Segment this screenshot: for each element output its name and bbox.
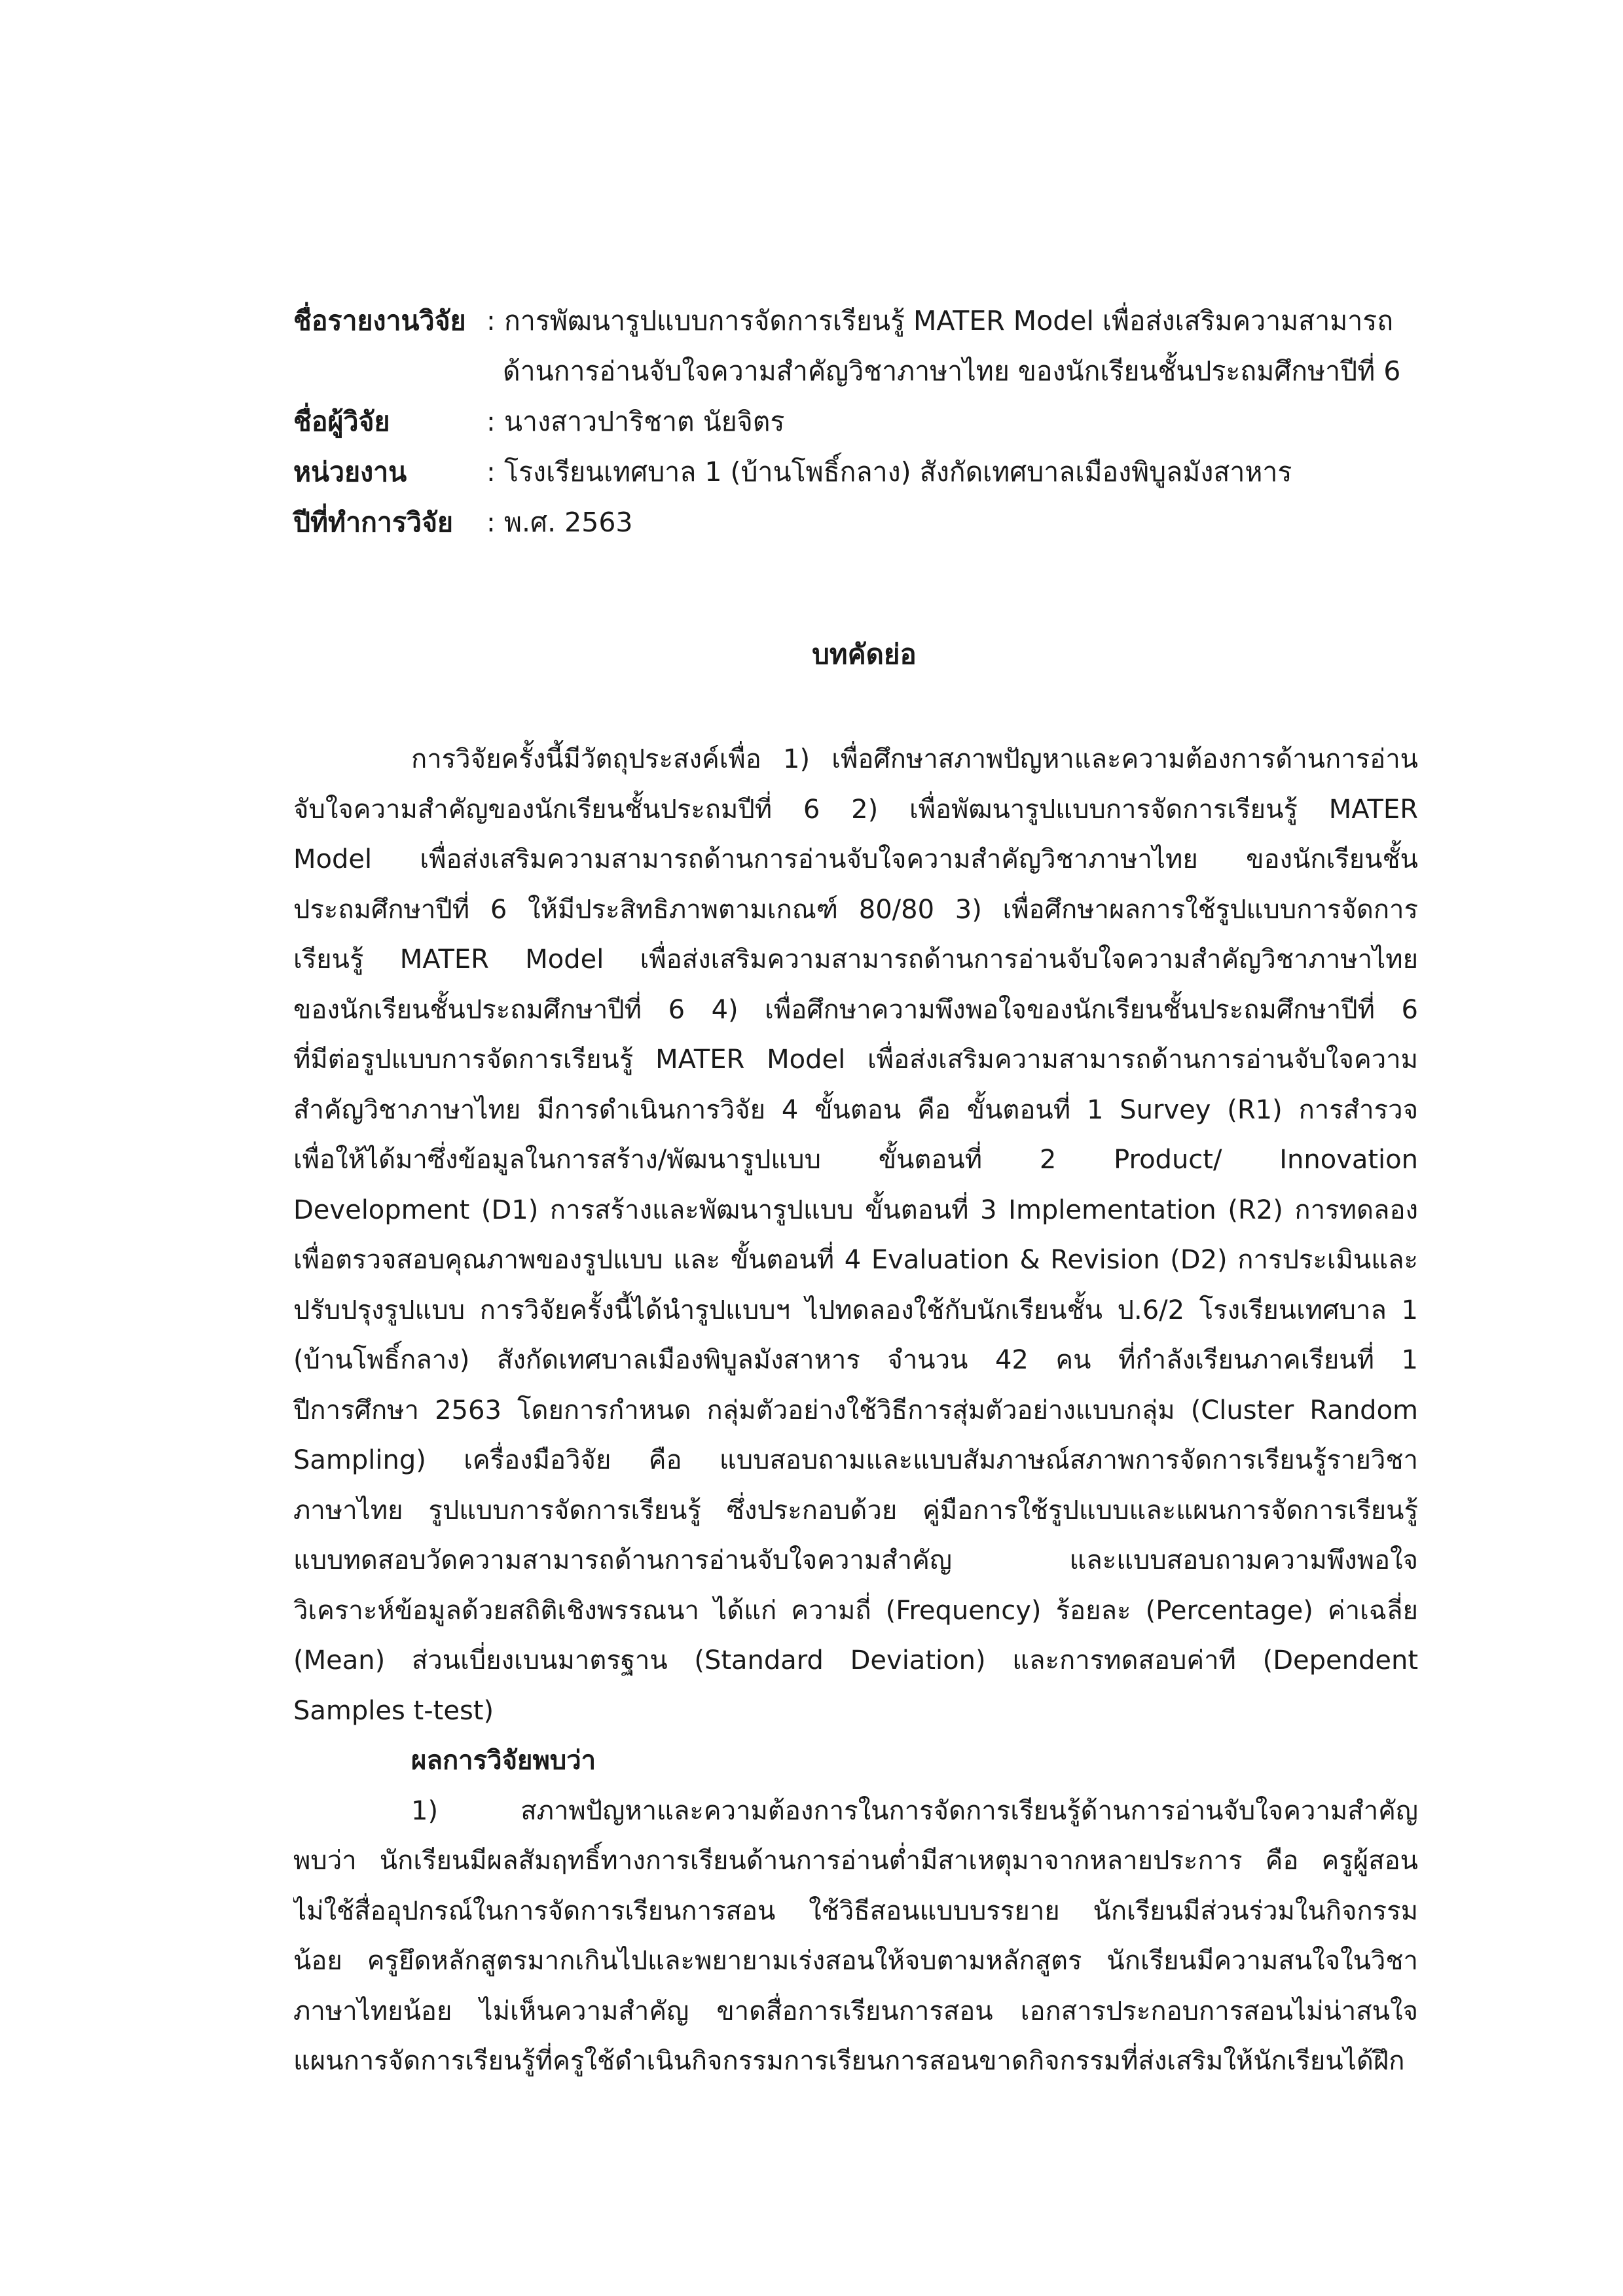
organization-name: โรงเรียนเทศบาล 1 (บ้านโพธิ์กลาง) สังกัดเทศบาลเมืองพิบูลมังสาหาร [504, 456, 1292, 488]
year-label: ปีที่ทำการวิจัย [293, 507, 454, 538]
colon: : [486, 305, 496, 336]
abstract-line: Development (D1) การสร้างและพัฒนารูปแบบ ขั้นตอนที่ 3 Implementation (R2) การทดลอง [293, 1194, 1418, 1225]
abstract-line: เรียนรู้ MATER Model เพื่อส่งเสริมความสามารถด้านการอ่านจับใจความสำคัญวิชาภาษาไทย [293, 944, 1418, 975]
abstract-line: การวิจัยครั้งนี้มีวัตถุประสงค์เพื่อ 1) เพื่อศึกษาสภาพปัญหาและความต้องการด้านการอ่าน [411, 744, 1418, 774]
abstract-line: วิเคราะห์ข้อมูลด้วยสถิติเชิงพรรณนา ได้แก่ ความถี่ (Frequency) ร้อยละ (Percentage) ค่าเฉลี่ย [293, 1595, 1418, 1626]
abstract-line: แบบทดสอบวัดความสามารถด้านการอ่านจับใจความสำคัญ และแบบสอบถามความพึงพอใจ [293, 1545, 1418, 1575]
colon: : [486, 507, 496, 538]
result-line: 1) สภาพปัญหาและความต้องการในการจัดการเรียนรู้ด้านการอ่านจับใจความสำคัญ [411, 1795, 1418, 1826]
author-label: ชื่อผู้วิจัย [293, 406, 390, 437]
abstract-line: Sampling) เครื่องมือวิจัย คือ แบบสอบถามและแบบสัมภาษณ์สภาพการจัดการเรียนรู้รายวิชา [293, 1445, 1418, 1475]
abstract-line: (บ้านโพธิ์กลาง) สังกัดเทศบาลเมืองพิบูลมังสาหาร จำนวน 42 คน ที่กำลังเรียนภาคเรียนที่ 1 [293, 1345, 1418, 1375]
author-row [293, 397, 1419, 447]
title-row [293, 296, 1419, 346]
title-row-continued [293, 346, 1419, 397]
colon: : [486, 456, 496, 488]
year-row [293, 497, 1419, 548]
abstract-line: สำคัญวิชาภาษาไทย มีการดำเนินการวิจัย 4 ขั้นตอน คือ ขั้นตอนที่ 1 Survey (R1) การสำรวจ [293, 1094, 1418, 1125]
abstract-body [293, 734, 1418, 2087]
abstract-line: เพื่อตรวจสอบคุณภาพของรูปแบบ และ ขั้นตอนที่ 4 Evaluation & Revision (D2) การประเมินและ [293, 1245, 1418, 1275]
result-line: ภาษาไทยน้อย ไม่เห็นความสำคัญ ขาดสื่อการเรียนการสอน เอกสารประกอบการสอนไม่น่าสนใจ [293, 1996, 1418, 2026]
organization-row [293, 447, 1419, 497]
organization-label: หน่วยงาน [293, 456, 407, 488]
abstract-line: ปีการศึกษา 2563 โดยการกำหนด กลุ่มตัวอย่างใช้วิธีการสุ่มตัวอย่างแบบกลุ่ม (Cluster Random [293, 1395, 1418, 1426]
result-line: ไม่ใช้สื่ออุปกรณ์ในการจัดการเรียนการสอน ใช้วิธีสอนแบบบรรยาย นักเรียนมีส่วนร่วมในกิจกรรม [293, 1895, 1418, 1926]
abstract-line: ปรับปรุงรูปแบบ การวิจัยครั้งนี้ได้นำรูปแบบฯ ไปทดลองใช้กับนักเรียนชั้น ป.6/2 โรงเรียนเทศบาล 1 [293, 1295, 1418, 1325]
title-label: ชื่อรายงานวิจัย [293, 305, 466, 336]
author-name: นางสาวปาริชาต นัยจิตร [504, 406, 785, 437]
abstract-line: Model เพื่อส่งเสริมความสามารถด้านการอ่านจับใจความสำคัญวิชาภาษาไทย ของนักเรียนชั้น [293, 844, 1418, 874]
report-title-line-1: การพัฒนารูปแบบการจัดการเรียนรู้ MATER Model เพื่อส่งเสริมความสามารถ [504, 305, 1394, 336]
abstract-line: เพื่อให้ได้มาซึ่งข้อมูลในการสร้าง/พัฒนารูปแบบ ขั้นตอนที่ 2 Product/ Innovation [293, 1145, 1418, 1175]
result-line: แผนการจัดการเรียนรู้ที่ครูใช้ดำเนินกิจกรรมการเรียนการสอนขาดกิจกรรมที่ส่งเสริมให้นักเรียนได้ฝึก [293, 2046, 1405, 2076]
abstract-line: Samples t-test) [293, 1695, 494, 1726]
abstract-line: ภาษาไทย รูปแบบการจัดการเรียนรู้ ซึ่งประกอบด้วย คู่มือการใช้รูปแบบและแผนการจัดการเรียนรู้ [293, 1495, 1418, 1526]
result-line: พบว่า นักเรียนมีผลสัมฤทธิ์ทางการเรียนด้านการอ่านต่ำมีสาเหตุมาจากหลายประการ คือ ครูผู้สอน [293, 1846, 1418, 1876]
abstract-line: ของนักเรียนชั้นประถมศึกษาปีที่ 6 4) เพื่อศึกษาความพึงพอใจของนักเรียนชั้นประถมศึกษาปีที่ 6 [293, 994, 1418, 1025]
report-title-line-2: ด้านการอ่านจับใจความสำคัญวิชาภาษาไทย ของนักเรียนชั้นประถมศึกษาปีที่ 6 [503, 355, 1401, 387]
results-heading: ผลการวิจัยพบว่า [411, 1746, 596, 1776]
research-year: พ.ศ. 2563 [504, 507, 633, 538]
abstract-line: ที่มีต่อรูปแบบการจัดการเรียนรู้ MATER Model เพื่อส่งเสริมความสามารถด้านการอ่านจับใจความ [293, 1045, 1418, 1075]
abstract-heading: บทคัดย่อ [812, 638, 917, 670]
colon: : [486, 406, 496, 437]
abstract-line: จับใจความสำคัญของนักเรียนชั้นประถมปีที่ 6 2) เพื่อพัฒนารูปแบบการจัดการเรียนรู้ MATER [293, 794, 1418, 825]
result-line: น้อย ครูยึดหลักสูตรมากเกินไปและพยายามเร่งสอนให้จบตามหลักสูตร นักเรียนมีความสนใจในวิชา [293, 1946, 1418, 1976]
abstract-line: ประถมศึกษาปีที่ 6 ให้มีประสิทธิภาพตามเกณฑ์ 80/80 3) เพื่อศึกษาผลการใช้รูปแบบการจัดการ [293, 894, 1418, 925]
report-info [293, 296, 1419, 548]
abstract-line: (Mean) ส่วนเบี่ยงเบนมาตรฐาน (Standard Deviation) และการทดสอบค่าที (Dependent [293, 1645, 1418, 1676]
